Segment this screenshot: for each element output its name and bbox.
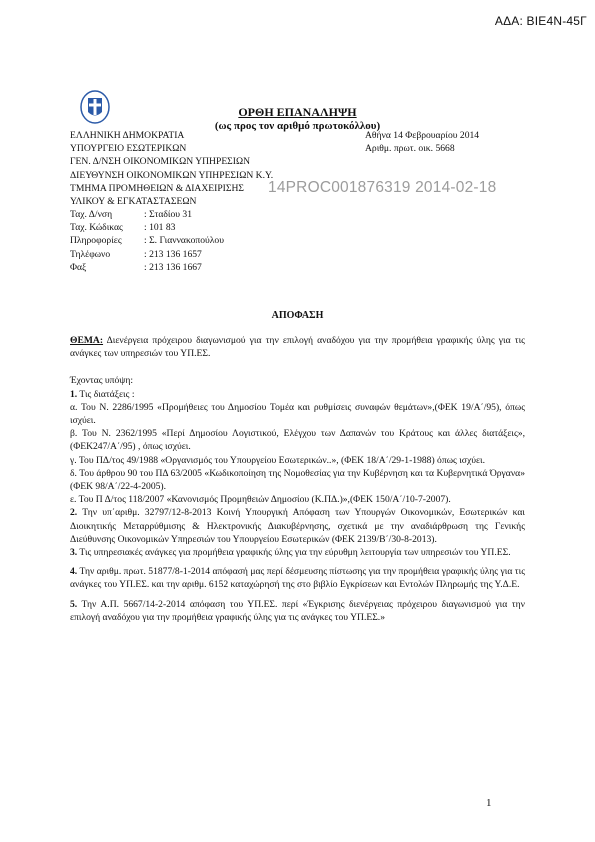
contact-row xyxy=(70,234,224,247)
contact-row xyxy=(70,248,224,261)
clause-1: 1. Τις διατάξεις : xyxy=(70,388,135,400)
contact-label: Ταχ. Δ/νση xyxy=(70,209,113,220)
page-number: 1 xyxy=(486,797,492,809)
contact-row xyxy=(70,221,224,234)
subject-paragraph xyxy=(70,334,525,360)
header-line: ΓΕΝ. Δ/ΝΣΗ ΟΙΚΟΝΟΜΙΚΩΝ ΥΠΗΡΕΣΙΩΝ xyxy=(70,156,251,168)
contact-value: : Σταδίου 31 xyxy=(144,209,192,220)
clause-item: ε. Του Π Δ/τος 118/2007 «Κανονισμός Προμηθειών Δημοσίου (Κ.ΠΔ.)»,(ΦΕΚ 150/Α΄/10-7-2007). xyxy=(70,494,451,506)
header-left-block xyxy=(70,129,273,208)
header-line: ΔΙΕΥΘΥΝΣΗ ΟΙΚΟΝΟΜΙΚΩΝ ΥΠΗΡΕΣΙΩΝ Κ.Υ. xyxy=(70,169,274,181)
contact-label: Πληροφορίες xyxy=(70,235,122,247)
contact-value: : Σ. Γιαννακοπούλου xyxy=(144,235,224,247)
clause-4: 4. Την αριθμ. πρωτ. 51877/8-1-2014 απόφασή μας περί δέσμευσης πίστωσης για την προμήθεια γραφικής ύλης για τις ανάγκες του ΥΠ.ΕΣ. και την αριθμ. 6152 καταχώρησή της στο βιβλίο Εγκρίσεων και Εντολών Πληρωμής της Υ.Δ.Ε. xyxy=(70,566,525,591)
contact-block xyxy=(70,208,224,274)
clause-2: 2. Την υπ΄αριθμ. 32797/12-8-2013 Κοινή Υπουργική Απόφαση των Υπουργών Οικονομικών, Εσωτερικών και Διοικητικής Μεταρρύθμισης & Ηλεκτρονικής Διακυβέρνησης, σχετικά με την αναδιάρθρωση της Γενικής Διεύθυνσης Οικονομικών Υπηρεσιών του Υπουργείου Εσωτερικών (ΦΕΚ 2139/Β΄/30-8-2013). xyxy=(70,507,525,545)
clause-item: β. Του Ν. 2362/1995 «Περί Δημοσίου Λογιστικού, Ελέγχου των Δαπανών του Κράτους και άλλες διατάξεις», (ΦΕΚ247/Α΄/95) , όπως ισχύει. xyxy=(70,428,525,453)
header-line: ΥΠΟΥΡΓΕΙΟ ΕΣΩΤΕΡΙΚΩΝ xyxy=(70,143,187,155)
header-line: ΤΜΗΜΑ ΠΡΟΜΗΘΕΙΩΝ & ΔΙΑΧΕΙΡΙΣΗΣ xyxy=(70,182,244,194)
clause-item: δ. Του άρθρου 90 του ΠΔ 63/2005 «Κωδικοποίηση της Νομοθεσίας για την Κυβέρνηση και τα Κυβερνητικά Όργανα» (ΦΕΚ 98/Α΄/22-4-2005). xyxy=(70,467,525,493)
protocol-number: Αριθμ. πρωτ. οικ. 5668 xyxy=(365,143,455,155)
contact-row xyxy=(70,261,224,274)
contact-value: : 213 136 1667 xyxy=(144,261,202,273)
contact-label: Φαξ xyxy=(70,261,87,273)
contact-value: : 101 83 xyxy=(144,222,176,234)
document-subtitle: (ως προς τον αριθμό πρωτοκόλλου) xyxy=(214,120,381,132)
header-line: ΕΛΛΗΝΙΚΗ ΔΗΜΟΚΡΑΤΙΑ xyxy=(70,130,185,141)
contact-row xyxy=(70,208,224,221)
clause-5: 5. Την Α.Π. 5667/14-2-2014 απόφαση του ΥΠ.ΕΣ. περί «Έγκρισης διενέργειας πρόχειρου διαγωνισμού για την επιλογή αναδόχου για την προμήθεια γραφικής ύλης για τις ανάγκες του ΥΠ.ΕΣ.» xyxy=(70,598,525,623)
contact-label: Τηλέφωνο xyxy=(70,248,111,260)
header-right-block xyxy=(365,129,479,155)
clause-item: γ. Του ΠΔ/τος 49/1988 «Οργανισμός του Υπουργείου Εσωτερικών..», (ΦΕΚ 18/Α΄/29-1-1988) όπως ισχύει. xyxy=(70,454,485,466)
having-regard: Έχοντας υπόψη: xyxy=(70,375,133,387)
document-body xyxy=(70,334,525,624)
protocol-watermark: 14PROC001876319 2014-02-18 xyxy=(268,179,497,196)
clause-3: 3. Τις υπηρεσιακές ανάγκες για προμήθεια γραφικής ύλης για την εύρυθμη λειτουργία των υπηρεσιών του ΥΠ.ΕΣ. xyxy=(70,547,511,559)
document-date: Αθήνα 14 Φεβρουαρίου 2014 xyxy=(365,130,480,141)
document-title: ΟΡΘΗ ΕΠΑΝΑΛΗΨΗ xyxy=(238,105,357,119)
ada-code: ΑΔΑ: ΒΙΕ4Ν-45Γ xyxy=(494,14,587,28)
clause-item: α. Του Ν. 2286/1995 «Προμήθειες του Δημοσίου Τομέα και ρυθμίσεις συναφών θεμάτων»,(ΦΕΚ 19/Α΄/95), όπως ισχύει. xyxy=(70,401,525,427)
contact-value: : 213 136 1657 xyxy=(144,248,202,260)
contact-label: Ταχ. Κώδικας xyxy=(70,222,123,234)
header-line: ΥΛΙΚΟΥ & ΕΓΚΑΤΑΣΤΑΣΕΩΝ xyxy=(70,196,197,208)
decision-heading: ΑΠΟΦΑΣΗ xyxy=(271,310,324,321)
subject-label: ΘΕΜΑ: xyxy=(70,335,104,346)
subject-text: Διενέργεια πρόχειρου διαγωνισμού για την επιλογή αναδόχου για την προμήθεια γραφικής ύλης για τις ανάγκες των υπηρεσιών του ΥΠ.ΕΣ. xyxy=(70,335,525,360)
